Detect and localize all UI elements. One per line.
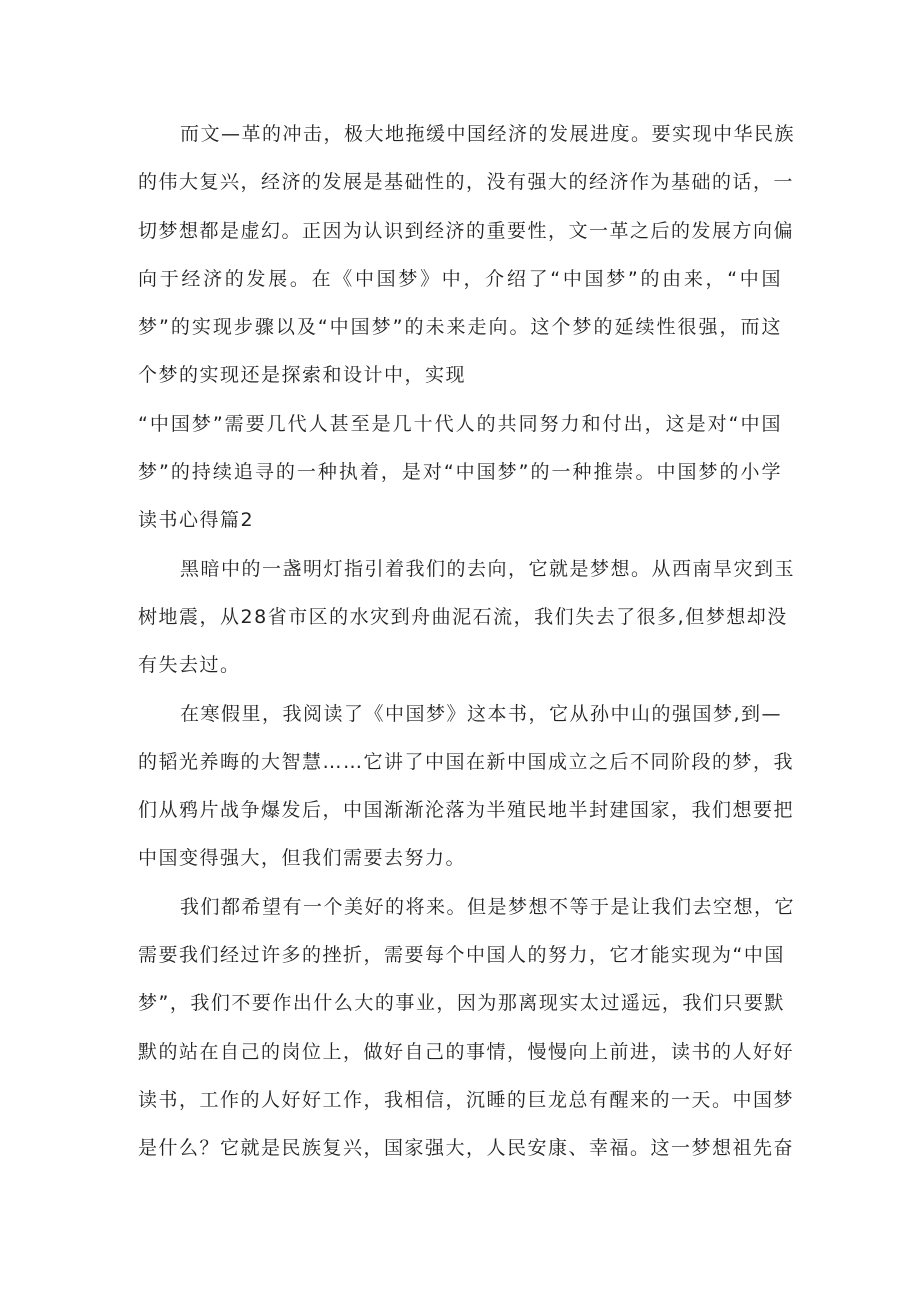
text-line: 切梦想都是虚幻。正因为认识到经济的重要性，文一革之后的发展方向偏	[138, 219, 795, 242]
text-line: “中国梦”需要几代人甚至是几十代人的共同努力和付出，这是对“中国	[138, 412, 782, 435]
document-body	[138, 110, 796, 1173]
text-line: 树地震，从28省市区的水灾到舟曲泥石流，我们失去了很多,但梦想却没	[138, 605, 788, 628]
text-line: 中国变得强大，但我们需要去努力。	[138, 847, 467, 870]
text-line: 的伟大复兴，经济的发展是基础性的，没有强大的经济作为基础的话，一	[138, 171, 795, 194]
text-line: 有失去过。	[138, 654, 241, 677]
text-line: 需要我们经过许多的挫折，需要每个中国人的努力，它才能实现为“中国	[138, 944, 785, 967]
text-line: 读书，工作的人好好工作，我相信，沉睡的巨龙总有醒来的一天。中国梦	[138, 1088, 795, 1111]
text-line: 是什么？它就是民族复兴，国家强大，人民安康、幸福。这一梦想祖先奋	[138, 1137, 795, 1160]
text-line: 的韬光养晦的大智慧……它讲了中国在新中国成立之后不同阶段的梦，我	[138, 750, 795, 773]
text-line: 们从鸦片战争爆发后，中国渐渐沦落为半殖民地半封建国家，我们想要把	[138, 799, 795, 822]
text-line: 个梦的实现还是探索和设计中，实现	[138, 364, 467, 387]
text-line: 而文—革的冲击，极大地拖缓中国经济的发展进度。要实现中华民族	[180, 123, 796, 145]
text-line: 梦”，我们不要作出什么大的事业，因为那离现实太过遥远，我们只要默	[138, 992, 785, 1015]
text-line: 梦”的实现步骤以及“中国梦”的未来走向。这个梦的延续性很强，而这	[138, 316, 782, 339]
text-line: 梦”的持续追寻的一种执着，是对“中国梦”的一种推崇。中国梦的小学	[138, 461, 782, 484]
text-line: 在寒假里，我阅读了《中国梦》这本书，它从孙中山的强国梦,到—	[180, 702, 783, 725]
text-line: 我们都希望有一个美好的将来。但是梦想不等于是让我们去空想，它	[180, 895, 796, 918]
text-line: 黑暗中的一盏明灯指引着我们的去向，它就是梦想。从西南旱灾到玉	[180, 557, 796, 580]
text-line: 默的站在自己的岗位上，做好自己的事情，慢慢向上前进，读书的人好好	[138, 1040, 795, 1063]
text-line: 向于经济的发展。在《中国梦》中，介绍了“中国梦”的由来，“中国	[138, 267, 782, 290]
section-heading: 读书心得篇2	[138, 509, 255, 532]
